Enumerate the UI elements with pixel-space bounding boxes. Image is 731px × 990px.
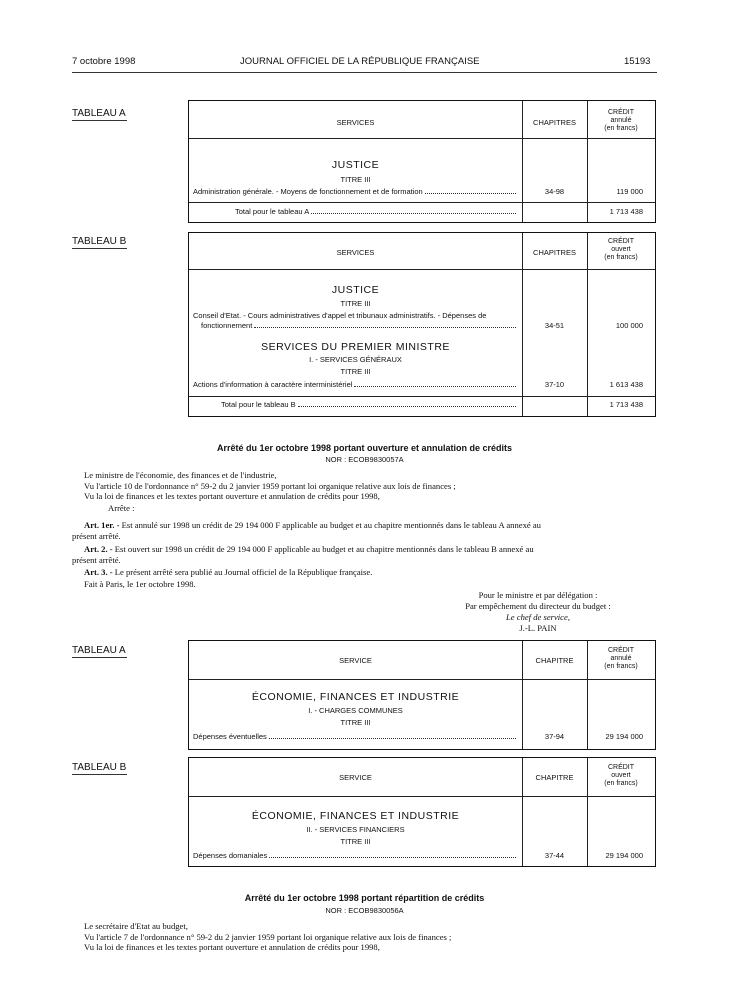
arrete-1-title: Arrêté du 1er octobre 1998 portant ouverture et annulation de crédits bbox=[216, 443, 513, 453]
arrete-1-nor: NOR : ECOB9830057A bbox=[325, 455, 404, 464]
tableau-b2-label: TABLEAU B bbox=[72, 762, 127, 773]
header-page-number: 15193 bbox=[624, 56, 651, 67]
total-label: Total pour le tableau A bbox=[235, 207, 310, 216]
titre-heading: TITRE III bbox=[340, 175, 371, 184]
tableau-a1-label: TABLEAU A bbox=[72, 108, 126, 119]
article-1-cont: présent arrêté. bbox=[72, 531, 121, 541]
preamble-line: Le secrétaire d'Etat au budget, bbox=[84, 921, 188, 931]
col-credit-sub: annulé bbox=[610, 117, 632, 124]
arrete-1-preamble bbox=[84, 470, 656, 513]
tableau-a2 bbox=[188, 640, 656, 750]
preamble-line: Vu la loi de finances et les textes portant ouverture et annulation de crédits pour 1998, bbox=[84, 491, 380, 501]
tableau-a1 bbox=[188, 100, 656, 223]
col-services-header: SERVICES bbox=[336, 118, 375, 127]
chapter-number: 37-44 bbox=[544, 851, 565, 860]
ministry-heading: ÉCONOMIE, FINANCES ET INDUSTRIE bbox=[251, 810, 460, 822]
signature-block bbox=[420, 590, 656, 634]
chapter-number: 34-51 bbox=[544, 321, 565, 330]
signature-role: Le chef de service, bbox=[506, 612, 570, 622]
service-line: Administration générale. - Moyens de fonctionnement et de formation bbox=[193, 187, 423, 196]
col-credit-unit: (en francs) bbox=[604, 254, 638, 261]
preamble-line: Vu l'article 7 de l'ordonnance n° 59-2 du 2 janvier 1959 portant loi organique relative aux lois de finances ; bbox=[84, 931, 452, 942]
article-1 bbox=[84, 520, 656, 531]
col-credit-unit: (en francs) bbox=[604, 663, 638, 670]
tableau-b1 bbox=[188, 232, 656, 417]
col-credit-unit: (en francs) bbox=[604, 780, 638, 787]
titre-heading-2: TITRE III bbox=[340, 367, 371, 376]
titre-heading: TITRE III bbox=[340, 299, 371, 308]
col-credit-header: CRÉDIT bbox=[607, 109, 635, 116]
article-3 bbox=[84, 567, 656, 578]
tableau-a2-label: TABLEAU A bbox=[72, 645, 126, 656]
ministry-heading: ÉCONOMIE, FINANCES ET INDUSTRIE bbox=[251, 691, 460, 703]
total-label: Total pour le tableau B bbox=[221, 400, 296, 409]
col-chapitres-header: CHAPITRES bbox=[533, 248, 576, 257]
col-service-header: SERVICE bbox=[339, 773, 372, 782]
arrete-word: Arrête : bbox=[108, 502, 135, 513]
col-service-header: SERVICE bbox=[339, 656, 372, 665]
chapter-number-2: 37-10 bbox=[544, 380, 565, 389]
credit-amount: 29 194 000 bbox=[605, 732, 643, 741]
col-chapitre-header: CHAPITRE bbox=[535, 656, 574, 665]
total-amount: 1 713 438 bbox=[609, 207, 643, 216]
titre-heading: TITRE III bbox=[340, 718, 371, 727]
ministry-heading: JUSTICE bbox=[331, 284, 380, 296]
arrete-2-title: Arrêté du 1er octobre 1998 portant répartition de crédits bbox=[244, 893, 485, 903]
article-2-cont: présent arrêté. bbox=[72, 555, 121, 565]
service-line: Dépenses domaniales bbox=[193, 851, 268, 860]
ministry-heading-2: SERVICES DU PREMIER MINISTRE bbox=[261, 341, 450, 353]
section-heading: II. - SERVICES FINANCIERS bbox=[306, 825, 405, 834]
article-label: Art. 3. - bbox=[84, 567, 113, 577]
service-line-2: Actions d'information à caractère interministériel bbox=[193, 380, 353, 389]
service-line: Dépenses éventuelles bbox=[193, 732, 267, 741]
article-2 bbox=[84, 544, 656, 555]
col-credit-sub: annulé bbox=[610, 655, 632, 662]
article-text: Est ouvert sur 1998 un crédit de 29 194 000 F applicable au budget et au chapitre mentionnés dans le tableau B annexé au bbox=[114, 544, 534, 554]
section-heading: I. - CHARGES COMMUNES bbox=[308, 706, 403, 715]
col-chapitre-header: CHAPITRE bbox=[535, 773, 574, 782]
tableau-b2 bbox=[188, 757, 656, 867]
signature-line: Pour le ministre et par délégation : bbox=[478, 590, 598, 600]
chapter-number: 34-98 bbox=[544, 187, 565, 196]
section-heading: I. - SERVICES GÉNÉRAUX bbox=[309, 355, 402, 364]
service-line: Conseil d'Etat. - Cours administratives d'appel et tribunaux administratifs. - Dépenses de bbox=[193, 311, 487, 320]
header-rule bbox=[72, 72, 657, 73]
article-label: Art. 2. - bbox=[84, 544, 113, 554]
ministry-heading: JUSTICE bbox=[331, 159, 380, 171]
col-credit-unit: (en francs) bbox=[604, 125, 638, 132]
titre-heading: TITRE III bbox=[340, 837, 371, 846]
col-credit-header: CRÉDIT bbox=[607, 647, 635, 654]
signatory-name: J.-L. PAIN bbox=[519, 623, 557, 633]
total-amount: 1 713 438 bbox=[609, 400, 643, 409]
fait-a-paris: Fait à Paris, le 1er octobre 1998. bbox=[84, 579, 196, 589]
header-journal: JOURNAL OFFICIEL DE LA RÉPUBLIQUE FRANÇAISE bbox=[240, 56, 480, 67]
preamble-line: Vu l'article 10 de l'ordonnance n° 59-2 du 2 janvier 1959 portant loi organique relative aux lois de finances ; bbox=[84, 480, 456, 491]
preamble-line: Le ministre de l'économie, des finances et de l'industrie, bbox=[84, 470, 277, 480]
tableau-b1-label: TABLEAU B bbox=[72, 236, 127, 247]
credit-amount: 29 194 000 bbox=[605, 851, 643, 860]
header-date: 7 octobre 1998 bbox=[72, 56, 136, 67]
col-credit-sub: ouvert bbox=[611, 772, 631, 779]
arrete-2-nor: NOR : ECOB9830056A bbox=[325, 906, 404, 915]
chapter-number: 37-94 bbox=[544, 732, 565, 741]
article-text: Le présent arrêté sera publié au Journal officiel de la République française. bbox=[114, 567, 373, 577]
article-label: Art. 1er. - bbox=[84, 520, 120, 530]
signature-line: Par empêchement du directeur du budget : bbox=[465, 601, 611, 611]
preamble-line: Vu la loi de finances et les textes portant ouverture et annulation de crédits pour 1998, bbox=[84, 942, 380, 952]
arrete-2-preamble bbox=[84, 921, 656, 953]
col-chapitres-header: CHAPITRES bbox=[533, 118, 576, 127]
article-text: Est annulé sur 1998 un crédit de 29 194 000 F applicable au budget et au chapitre mentionnés dans le tableau A annexé au bbox=[121, 520, 541, 530]
credit-amount: 119 000 bbox=[616, 187, 643, 196]
credit-amount-2: 1 613 438 bbox=[609, 380, 643, 389]
col-credit-header: CRÉDIT bbox=[607, 238, 635, 245]
credit-amount: 100 000 bbox=[615, 321, 643, 330]
col-services-header: SERVICES bbox=[336, 248, 375, 257]
col-credit-sub: ouvert bbox=[611, 246, 631, 253]
service-line-cont: fonctionnement bbox=[201, 321, 253, 330]
col-credit-header: CRÉDIT bbox=[607, 764, 635, 771]
